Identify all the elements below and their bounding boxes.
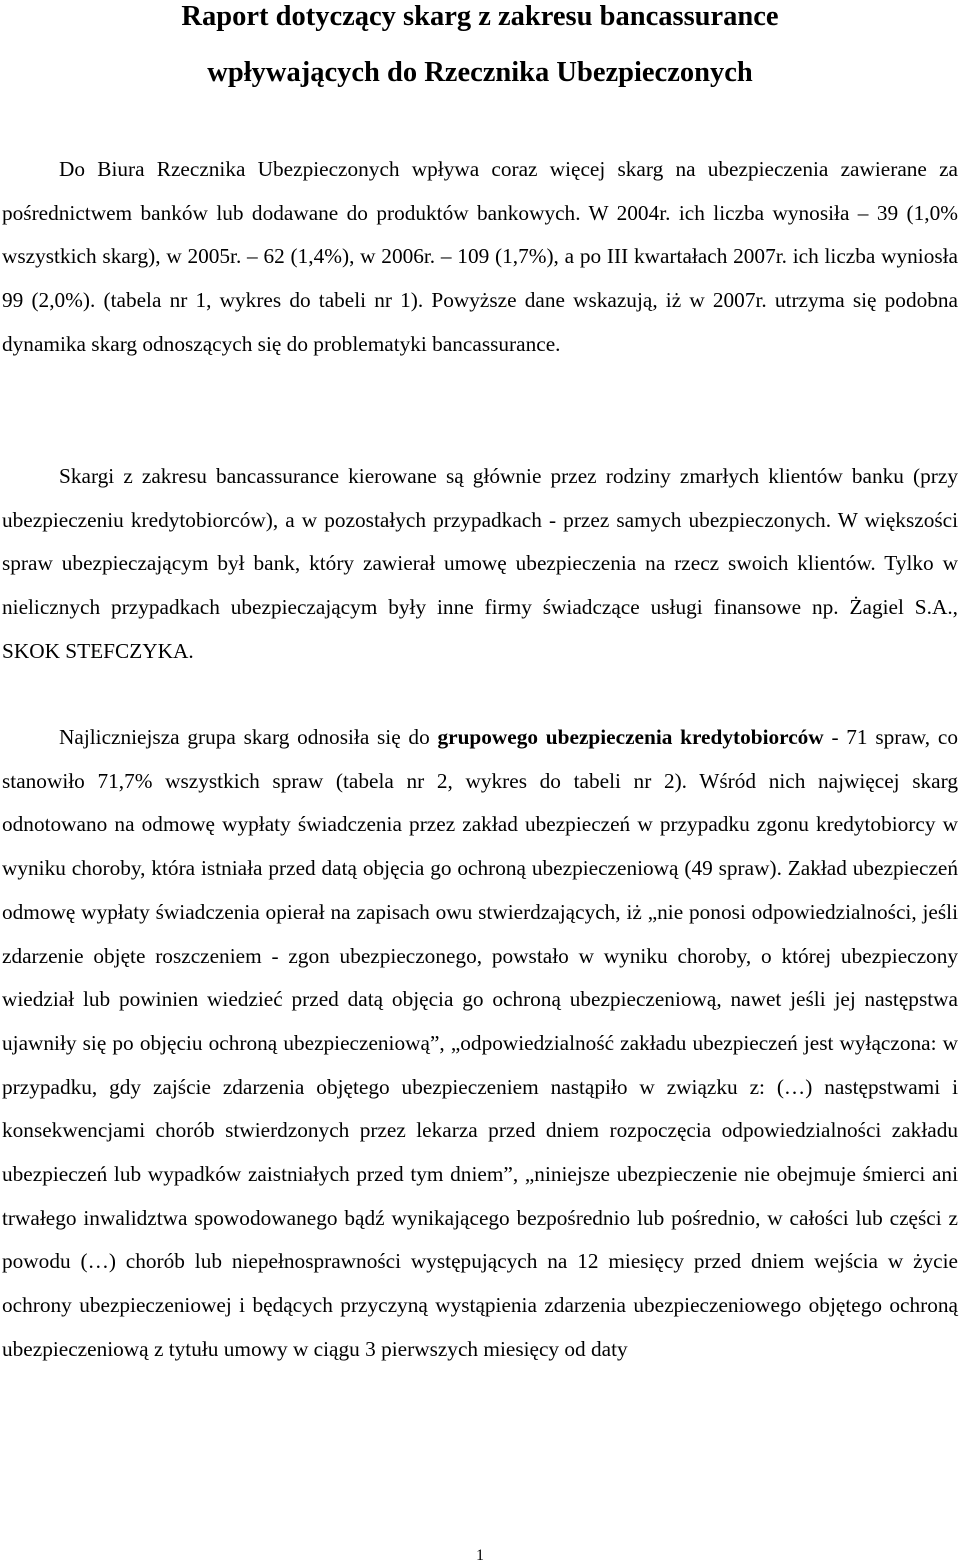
paragraph-group-insurance-body: - 71 spraw, co stanowiło 71,7% wszystkich spraw (tabela nr 2, wykres do tabeli nr 2). Wśród nich najwięcej skarg odnotowano na odmowę wypłaty świadczenia przez zakład ubezpieczeń w przypadku zgonu kredytobiorcy w wyniku choroby, która istniała przed datą objęcia go ochroną ubezpieczeniową (49 spraw). Zakład ubezpieczeń odmowę wypłaty świadczenia opierał na zapisach owu stwierdzających, iż „nie ponosi odpowiedzialności, jeśli zdarzenie objęte roszczeniem - zgon ubezpieczonego, powstało w wyniku choroby, o której ubezpieczony wiedział lub powinien wiedzieć przed datą objęcia go ochroną ubezpieczeniową, nawet jeśli jej następstwa ujawniły się po objęciu ochroną ubezpieczeniową”, „odpowiedzialność zakładu ubezpieczeń jest wyłączona: w przypadku, gdy zajście zdarzenia objętego ubezpieczeniem nastąpiło w związku z: (…) następstwami i konsekwencjami chorób stwierdzonych przez lekarza przed dniem rozpoczęcia odpowiedzialności zakładu ubezpieczeń lub wypadków zaistniałych przed tym dniem”, „niniejsze ubezpieczenie nie obejmuje śmierci ani trwałego inwalidztwa spowodowanego bądź wynikającego bezpośrednio lub pośrednio, w całości lub części z powodu (…) chorób lub niepełnosprawności występujących na 12 miesięcy przed dniem wejścia w życie ochrony ubezpieczeniowej i będących przyczyną wystąpienia zdarzenia ubezpieczeniowego objętego ochroną ubezpieczeniową z tytułu umowy w ciągu 3 pierwszych miesięcy od daty (2, 725, 958, 1361)
paragraph-statistics: Do Biura Rzecznika Ubezpieczonych wpływa coraz więcej skarg na ubezpieczenia zawierane za pośrednictwem banków lub dodawane do produktów bankowych. W 2004r. ich liczba wynosiła – 39 (1,0% wszystkich skarg), w 2005r. – 62 (1,4%), w 2006r. – 109 (1,7%), a po III kwartałach 2007r. ich liczba wyniosła 99 (2,0%). (tabela nr 1, wykres do tabeli nr 1). Powyższe dane wskazują, iż w 2007r. utrzyma się podobna dynamika skarg odnoszących się do problematyki bancassurance. (2, 157, 958, 356)
paragraph-group-insurance (2, 716, 958, 1372)
bold-term-group-insurance: grupowego ubezpieczenia kredytobiorców (437, 725, 824, 749)
document-title-line-2: wpływających do Rzecznika Ubezpieczonych (207, 57, 753, 88)
page-number: 1 (476, 1547, 484, 1564)
document-title-line-1: Raport dotyczący skarg z zakresu bancassurance (181, 1, 779, 32)
paragraph-complainants: Skargi z zakresu bancassurance kierowane są głównie przez rodziny zmarłych klientów banku (przy ubezpieczeniu kredytobiorców), a w pozostałych przypadkach - przez samych ubezpieczonych. W większości spraw ubezpieczającym był bank, który zawierał umowę ubezpieczenia na rzecz swoich klientów. Tylko w nielicznych przypadkach ubezpieczającym były inne firmy świadczące usługi finansowe np. Żagiel S.A., SKOK STEFCZYKA. (2, 464, 958, 663)
paragraph-group-insurance-lead: Najliczniejsza grupa skarg odnosiła się do (59, 725, 438, 749)
